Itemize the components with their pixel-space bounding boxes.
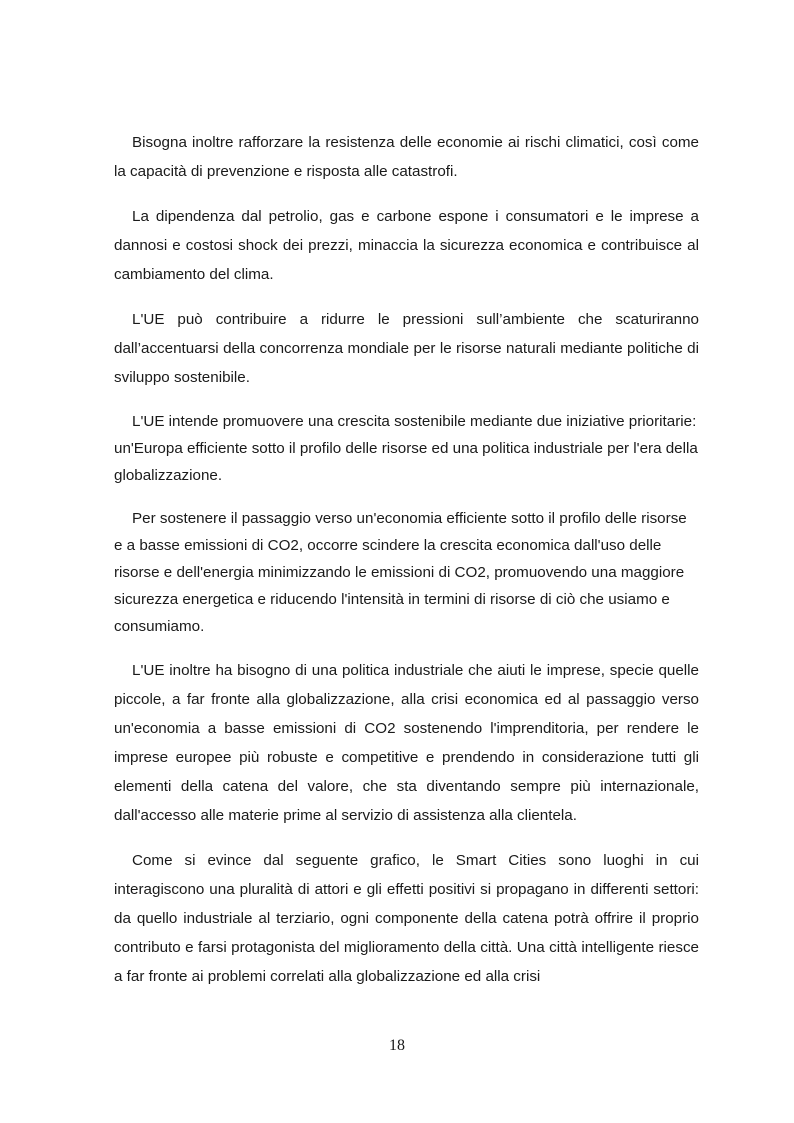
paragraph-resource-efficiency: Per sostenere il passaggio verso un'economia efficiente sotto il profilo delle risorse e a basse emissioni di CO2, occorre scindere la crescita economica dall'uso delle risorse e dell'energia minimizzando le emissioni di CO2, promuovendo una maggiore sicurezza energetica e riducendo l'intensità in termini di risorse di ciò che usiamo e consumiamo. — [114, 510, 687, 635]
paragraph-climate-resilience: Bisogna inoltre rafforzare la resistenza delle economie ai rischi climatici, così come la capacità di prevenzione e risposta alle catastrofi. — [114, 134, 699, 180]
paragraph-industrial-policy: L'UE inoltre ha bisogno di una politica industriale che aiuti le imprese, specie quelle piccole, a far fronte alla globalizzazione, alla crisi economica ed al passaggio verso un'economia a basse emissioni di CO2 sostenendo l'imprenditoria, per rendere le imprese europee più robuste e competitive e prendendo in considerazione tutti gli elementi della catena del valore, che sta diventando sempre più internazionale, dall'accesso alle materie prime al servizio di assistenza alla clientela. — [114, 662, 699, 824]
text-body — [114, 128, 699, 1007]
paragraph-fossil-dependence: La dipendenza dal petrolio, gas e carbone espone i consumatori e le imprese a dannosi e costosi shock dei prezzi, minaccia la sicurezza economica e contribuisce al cambiamento del clima. — [114, 208, 699, 283]
paragraph-sustainable-growth: L'UE intende promuovere una crescita sostenibile mediante due iniziative prioritarie: un'Europa efficiente sotto il profilo delle risorse ed una politica industriale per l'era della globalizzazione. — [114, 413, 698, 484]
paragraph-smart-cities: Come si evince dal seguente grafico, le Smart Cities sono luoghi in cui interagiscono una pluralità di attori e gli effetti positivi si propagano in differenti settori: da quello industriale al terziario, ogni componente della catena potrà offrire il proprio contributo e farsi protagonista del miglioramento della città. Una città intelligente riesce a far fronte ai problemi correlati alla globalizzazione ed alla crisi — [114, 852, 699, 985]
page-number: 18 — [389, 1037, 405, 1054]
paragraph-environmental-pressure: L'UE può contribuire a ridurre le pressioni sull’ambiente che scaturiranno dall’accentuarsi della concorrenza mondiale per le risorse naturali mediante politiche di sviluppo sostenibile. — [114, 311, 699, 386]
